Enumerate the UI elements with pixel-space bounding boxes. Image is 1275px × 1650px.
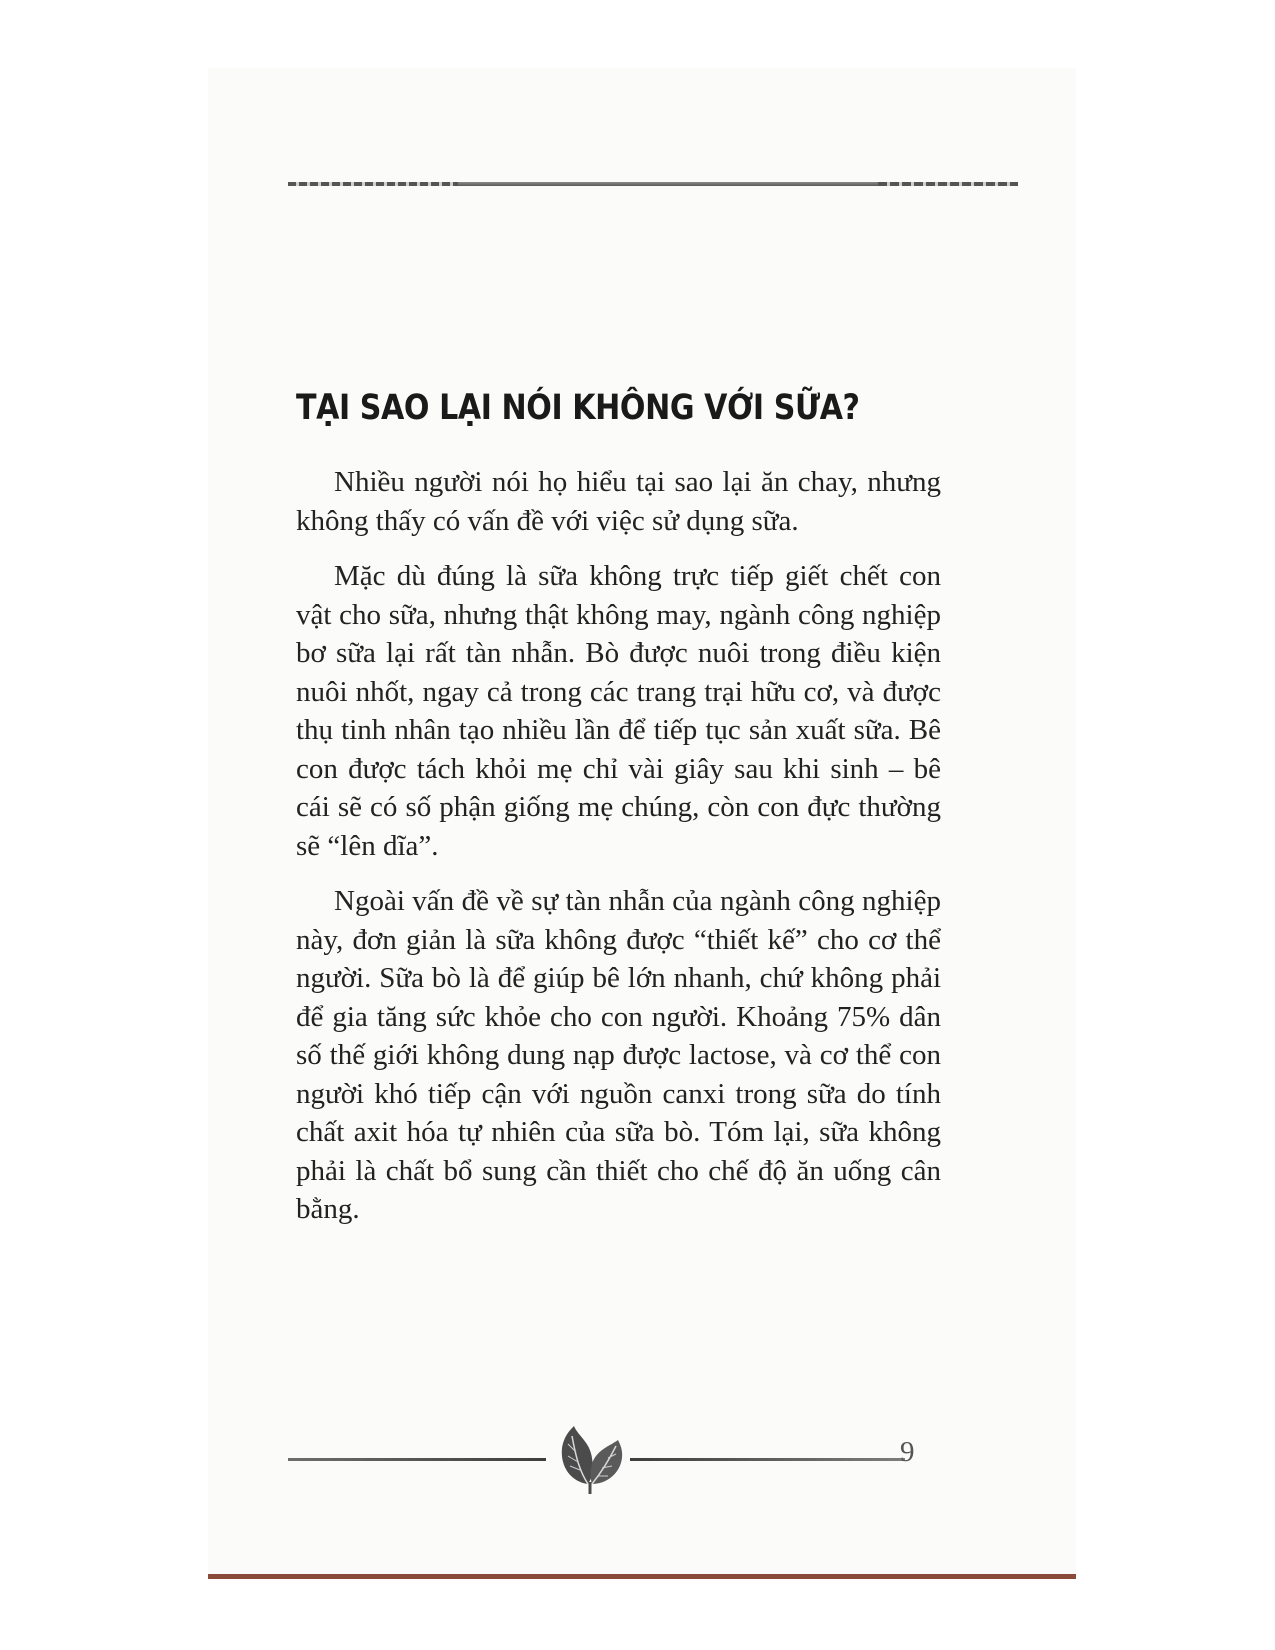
footer-rule-left <box>288 1458 546 1461</box>
page-bottom-edge <box>208 1574 1076 1579</box>
paragraph: Mặc dù đúng là sữa không trực tiếp giết chết con vật cho sữa, nhưng thật không may, ngành công nghiệp bơ sữa lại rất tàn nhẫn. Bò được nuôi trong điều kiện nuôi nhốt, ngay cả trong các trang trại hữu cơ, và được thụ tinh nhân tạo nhiều lần để tiếp tục sản xuất sữa. Bê con được tách khỏi mẹ chỉ vài giây sau khi sinh – bê cái sẽ có số phận giống mẹ chúng, còn con đực thường sẽ “lên dĩa”. <box>296 560 941 862</box>
page-number: 9 <box>900 1436 915 1468</box>
leaf-icon <box>550 1418 630 1498</box>
paragraph: Ngoài vấn đề về sự tàn nhẫn của ngành công nghiệp này, đơn giản là sữa không được “thiết kế” cho cơ thể người. Sữa bò là để giúp bê lớn nhanh, chứ không phải để gia tăng sức khỏe cho con người. Khoảng 75% dân số thế giới không dung nạp được lactose, và cơ thể con người khó tiếp cận với nguồn canxi trong sữa do tính chất axit hóa tự nhiên của sữa bò. Tóm lại, sữa không phải là chất bổ sung cần thiết cho chế độ ăn uống cân bằng. <box>296 885 941 1225</box>
body-text <box>296 463 941 1246</box>
book-page <box>208 68 1076 1578</box>
footer-rule-right <box>630 1458 905 1461</box>
header-rule <box>288 182 1018 186</box>
section-heading: TẠI SAO LẠI NÓI KHÔNG VỚI SỮA? <box>296 388 860 428</box>
paragraph: Nhiều người nói họ hiểu tại sao lại ăn chay, nhưng không thấy có vấn đề với việc sử dụng sữa. <box>296 466 941 537</box>
